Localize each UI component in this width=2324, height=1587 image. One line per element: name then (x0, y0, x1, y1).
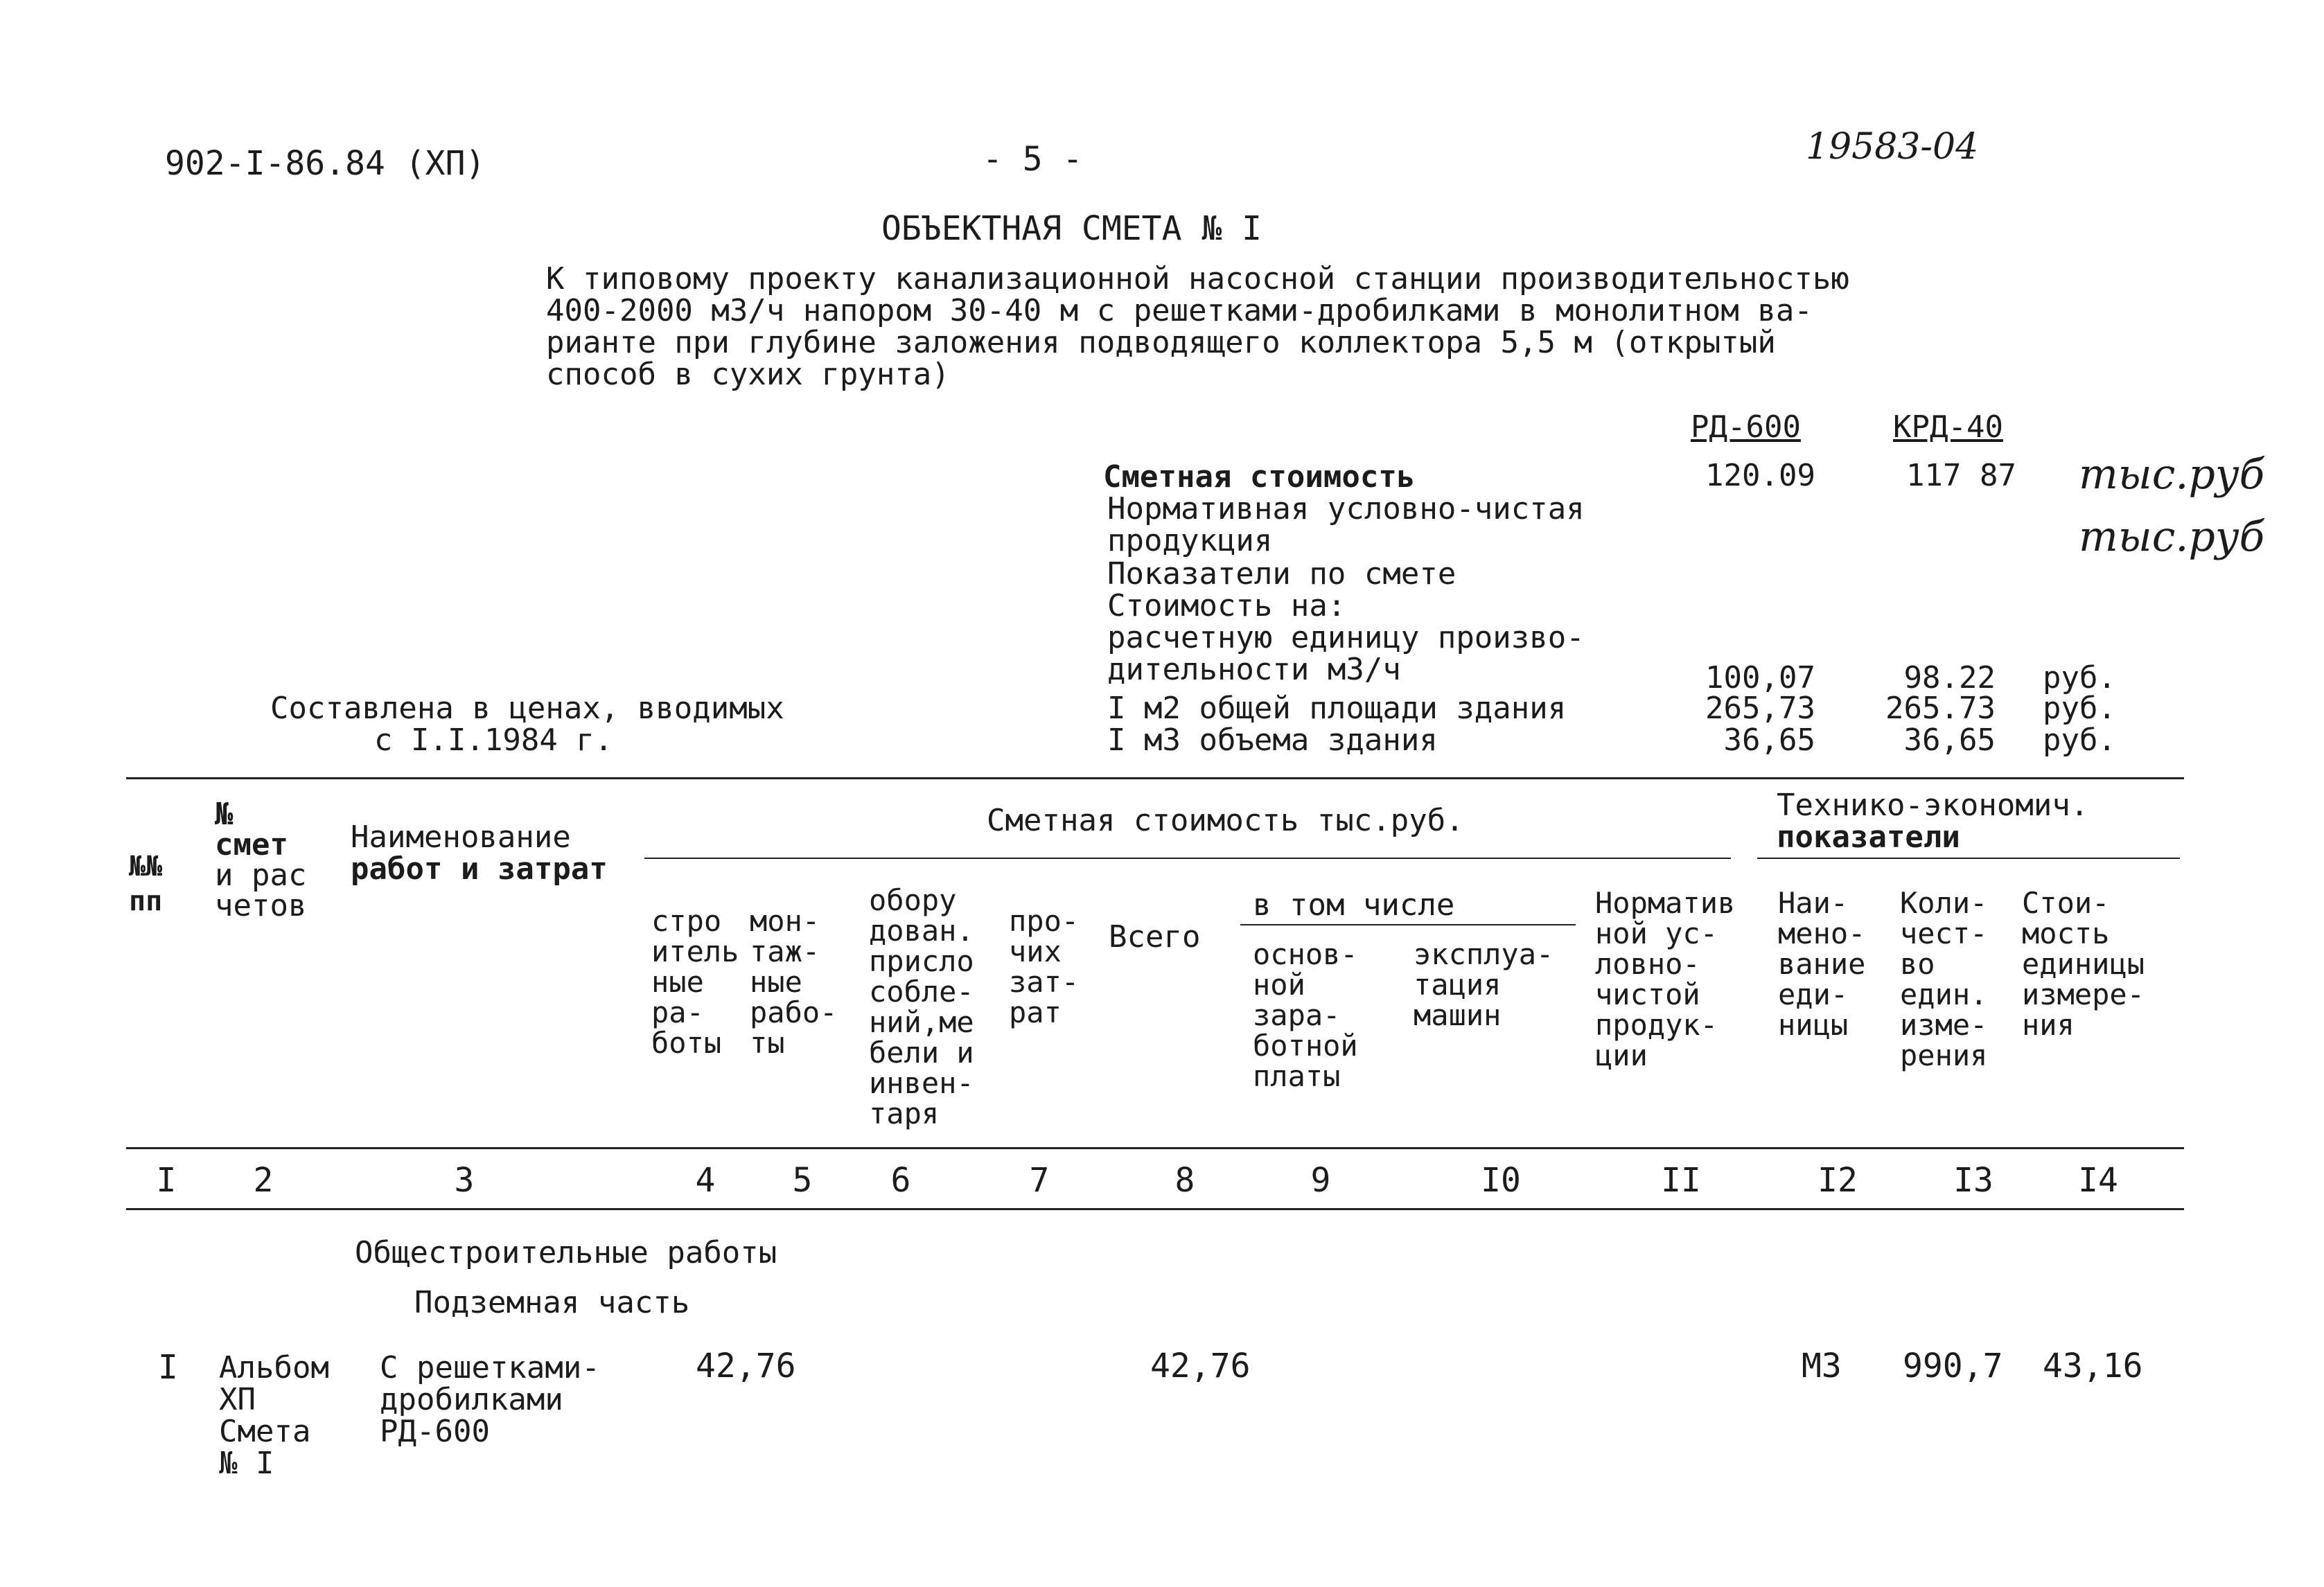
subject-line: способ в сухих грунта) (546, 357, 950, 392)
col-header-unit-cost: Стои- мость единицы измере- ния (2022, 886, 2145, 1042)
col-number: I2 (1817, 1161, 1858, 1200)
col-header-quantity: Коли- чест- во един. изме- рения (1900, 886, 1988, 1072)
group-header-tech: Технико-экономич. показатели (1777, 788, 2089, 855)
col-header-norm: Норматив ной ус- ловно- чистой продук- ции (1595, 886, 1736, 1072)
archive-number: 19583-04 (1806, 126, 1979, 168)
col-number: 6 (890, 1161, 911, 1200)
col-number: 7 (1029, 1161, 1050, 1200)
per-volume-label: I м3 объема здания (1107, 722, 1438, 758)
net-output-label: Нормативная условно-чистая продукция (1107, 491, 1585, 558)
incl-group-rule (1240, 924, 1576, 925)
header-bottom-rule (126, 1147, 2184, 1149)
variant-header: РД-600 (1691, 409, 1801, 445)
numbers-bottom-rule (126, 1208, 2184, 1210)
per-capacity-label: расчетную единицу произво- дительности м3/ч (1107, 620, 1585, 687)
col-header-construction: стро итель ные ра- боты (651, 904, 739, 1060)
variant-header: КРД-40 (1893, 409, 2003, 445)
row-unit: М3 (1802, 1347, 1842, 1385)
group-header-cost: Сметная стоимость тыс.руб. (987, 803, 1464, 838)
col-header-num: №№ пп (129, 851, 163, 917)
row-unit-cost: 43,16 (2043, 1347, 2143, 1385)
row-quantity: 990,7 (1903, 1347, 2003, 1385)
per-capacity-value-krd40: 98.22 (1903, 660, 1996, 695)
subsection-title: Подземная часть (414, 1285, 690, 1320)
page-number: - 5 - (983, 140, 1083, 179)
col-number: 2 (253, 1161, 274, 1200)
tech-group-rule (1757, 858, 2180, 859)
cost-value-rd600: 120.09 (1705, 458, 1815, 493)
col-header-name: Наименование работ и затрат (351, 819, 608, 887)
subject-line: рианте при глубине заложения подводящего коллектора 5,5 м (открытый (546, 325, 1776, 360)
cost-value-krd40: 117 87 (1906, 458, 2016, 493)
col-header-estimate: № смет и рас четов (215, 797, 307, 923)
rub-label: руб. (2043, 691, 2116, 726)
col-number: I3 (1953, 1161, 1993, 1200)
rub-label: руб. (2043, 660, 2116, 695)
row-name: С решетками- дробилками РД-600 (380, 1350, 600, 1449)
group-header-incl: в том числе (1253, 887, 1455, 923)
col-number: I (156, 1161, 177, 1200)
col-number: 4 (695, 1161, 716, 1200)
per-area-value-rd600: 265,73 (1705, 691, 1815, 726)
col-number: II (1661, 1161, 1701, 1200)
per-area-label: I м2 общей площади здания (1107, 691, 1567, 726)
col-number: I0 (1481, 1161, 1521, 1200)
subject-paragraph (546, 263, 1849, 391)
col-number: 3 (454, 1161, 475, 1200)
subject-line: 400-2000 м3/ч напором 30-40 м с решетками-дробилками в монолитном ва- (546, 293, 1813, 328)
cost-group-rule (644, 858, 1731, 859)
section-title: Общестроительные работы (355, 1235, 777, 1270)
col-header-total: Всего (1109, 919, 1201, 955)
per-volume-value-rd600: 36,65 (1723, 722, 1815, 758)
row-number: I (158, 1348, 178, 1387)
col-header-machines: эксплуа- тация машин (1414, 937, 1554, 1032)
cost-unit-handwritten: тыс.руб (2079, 450, 2265, 499)
cost-per-label: Стоимость на: (1107, 588, 1346, 623)
indicators-label: Показатели по смете (1107, 556, 1456, 592)
rub-label: руб. (2043, 722, 2116, 758)
col-number: I4 (2078, 1161, 2118, 1200)
document-title: ОБЪЕКТНАЯ СМЕТА № I (881, 209, 1262, 248)
compiled-note: Составлена в ценах, вводимых с I.I.1984 г. (270, 691, 784, 758)
per-volume-value-krd40: 36,65 (1903, 722, 1996, 758)
col-header-unit-name: Наи- мено- вание еди- ницы (1778, 886, 1866, 1042)
col-header-equipment: обору дован. присло собле- ний,ме бели и инвен- таря (869, 883, 974, 1131)
col-number: 5 (792, 1161, 813, 1200)
col-header-installation: мон- таж- ные рабо- ты (750, 904, 838, 1060)
col-header-wages: основ- ной зара- ботной платы (1253, 937, 1358, 1093)
row-construction: 42,76 (696, 1347, 796, 1385)
row-total: 42,76 (1150, 1347, 1251, 1385)
estimated-cost-label: Сметная стоимость (1103, 459, 1416, 495)
col-number: 8 (1174, 1161, 1195, 1200)
subject-line: К типовому проекту канализационной насосной станции производительностью (546, 261, 1849, 296)
col-number: 9 (1310, 1161, 1331, 1200)
per-capacity-value-rd600: 100,07 (1705, 660, 1815, 695)
per-area-value-krd40: 265.73 (1885, 691, 1996, 726)
net-output-unit-handwritten: тыс.руб (2079, 513, 2265, 561)
table-top-rule (126, 777, 2184, 779)
row-estimate: Альбом XП Смета № I (219, 1350, 329, 1481)
col-header-other: про- чих зат- рат (1009, 904, 1080, 1029)
document-code: 902-I-86.84 (XП) (165, 144, 486, 183)
